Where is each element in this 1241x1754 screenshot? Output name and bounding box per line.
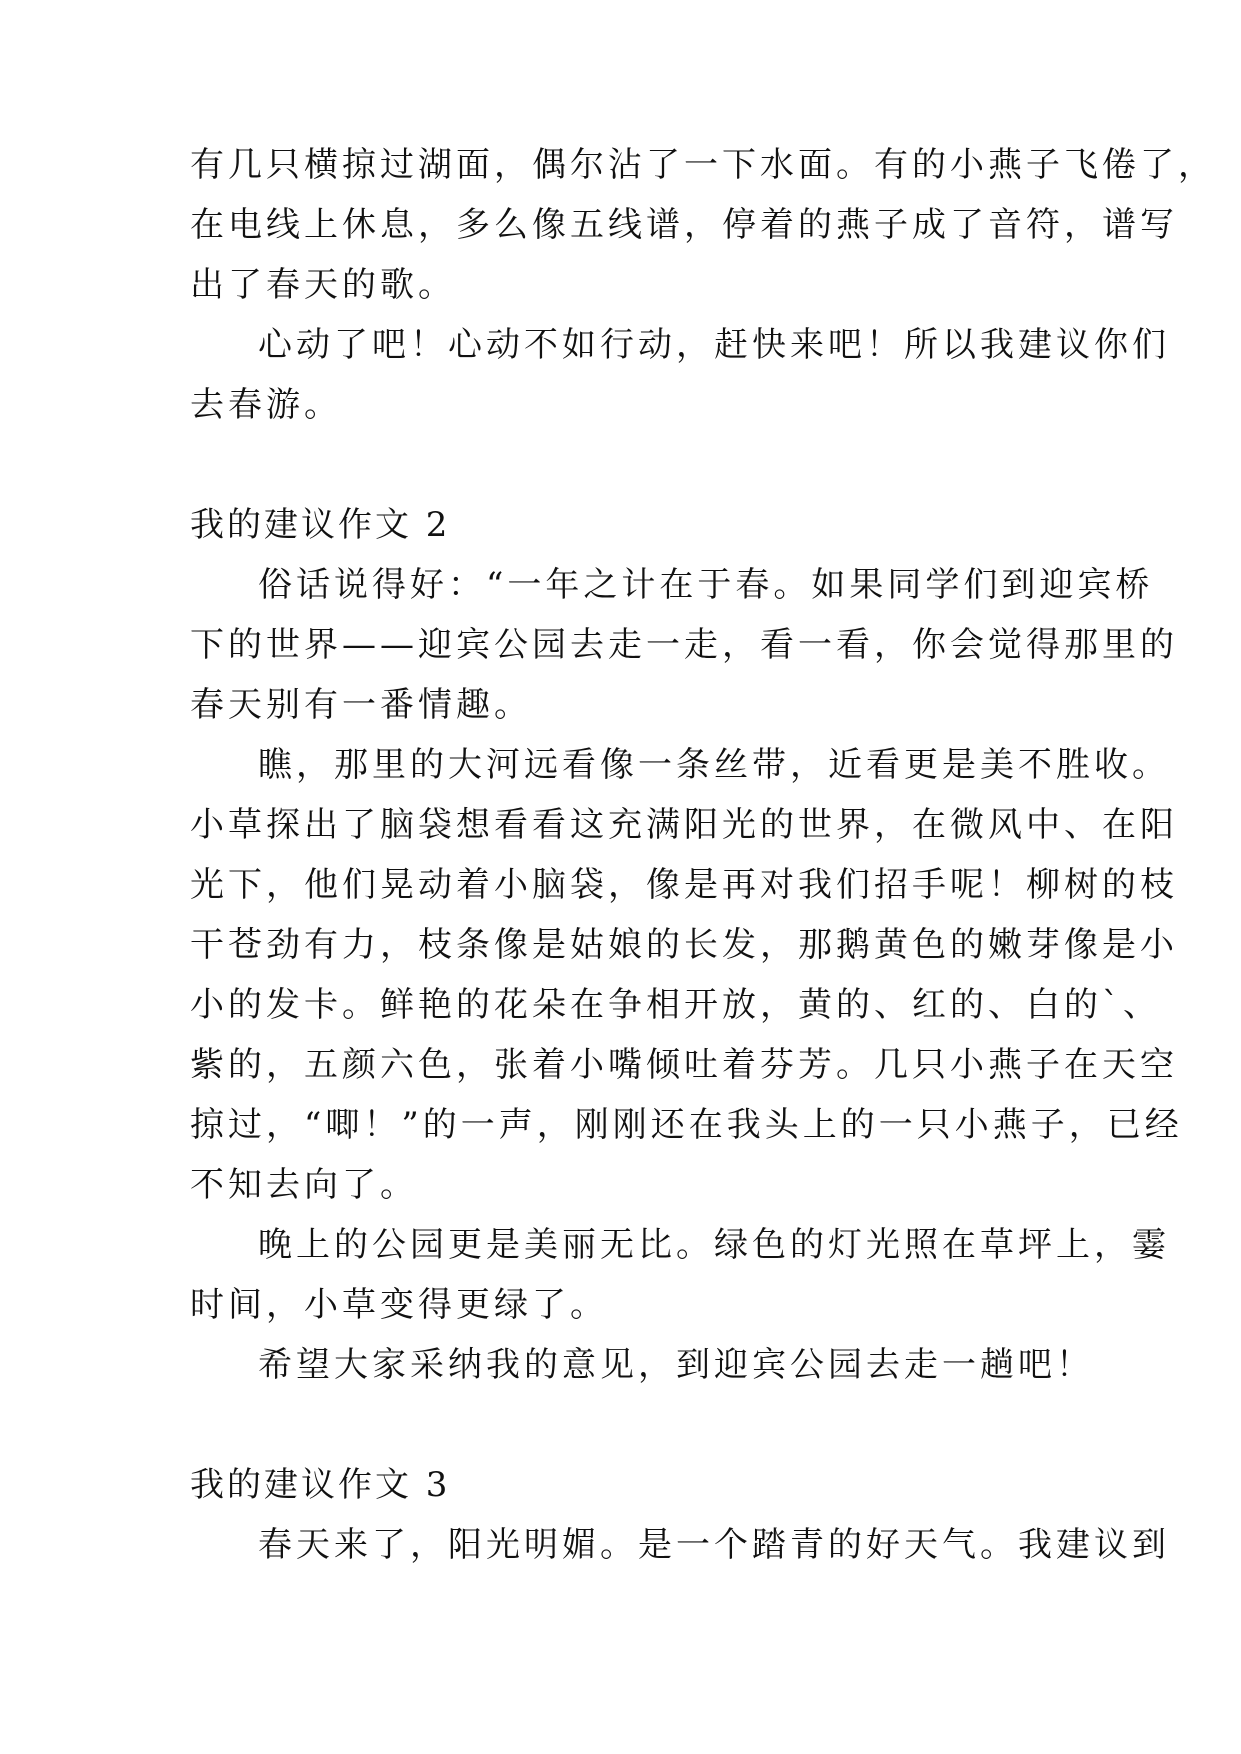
text-line: 紫的，五颜六色，张着小嘴倾吐着芬芳。几只小燕子在天空: [190, 1045, 1178, 1085]
text-line: 春天别有一番情趣。: [190, 685, 532, 725]
text-line: 出了春天的歌。: [190, 265, 456, 305]
text-line: 光下，他们晃动着小脑袋，像是再对我们招手呢！柳树的枝: [190, 865, 1178, 905]
text-line: 去春游。: [190, 385, 342, 425]
text-line: 下的世界——迎宾公园去走一走，看一看，你会觉得那里的: [190, 625, 1178, 665]
text-line: 有几只横掠过湖面，偶尔沾了一下水面。有的小燕子飞倦了，: [190, 145, 1216, 185]
text-line: 不知去向了。: [190, 1165, 418, 1205]
text-line: 时间，小草变得更绿了。: [190, 1285, 608, 1325]
text-line: 在电线上休息，多么像五线谱，停着的燕子成了音符，谱写: [190, 205, 1178, 245]
text-line: 希望大家采纳我的意见，到迎宾公园去走一趟吧！: [258, 1345, 1094, 1385]
text-line: 瞧，那里的大河远看像一条丝带，近看更是美不胜收。: [258, 745, 1170, 785]
text-line: 掠过，“唧！”的一声，刚刚还在我头上的一只小燕子，已经: [190, 1105, 1183, 1145]
text-line: 小草探出了脑袋想看看这充满阳光的世界，在微风中、在阳: [190, 805, 1178, 845]
text-line: 俗话说得好：“一年之计在于春。如果同学们到迎宾桥: [258, 565, 1154, 605]
text-line: 春天来了，阳光明媚。是一个踏青的好天气。我建议到: [258, 1525, 1170, 1565]
section-heading: 我的建议作文 3: [190, 1465, 451, 1505]
text-line: 心动了吧！心动不如行动，赶快来吧！所以我建议你们: [258, 325, 1170, 365]
text-line: 干苍劲有力，枝条像是姑娘的长发，那鹅黄色的嫩芽像是小: [190, 925, 1178, 965]
text-line: 小的发卡。鲜艳的花朵在争相开放，黄的、红的、白的`、: [190, 985, 1161, 1025]
section-heading: 我的建议作文 2: [190, 505, 451, 545]
text-line: 晚上的公园更是美丽无比。绿色的灯光照在草坪上，霎: [258, 1225, 1170, 1265]
